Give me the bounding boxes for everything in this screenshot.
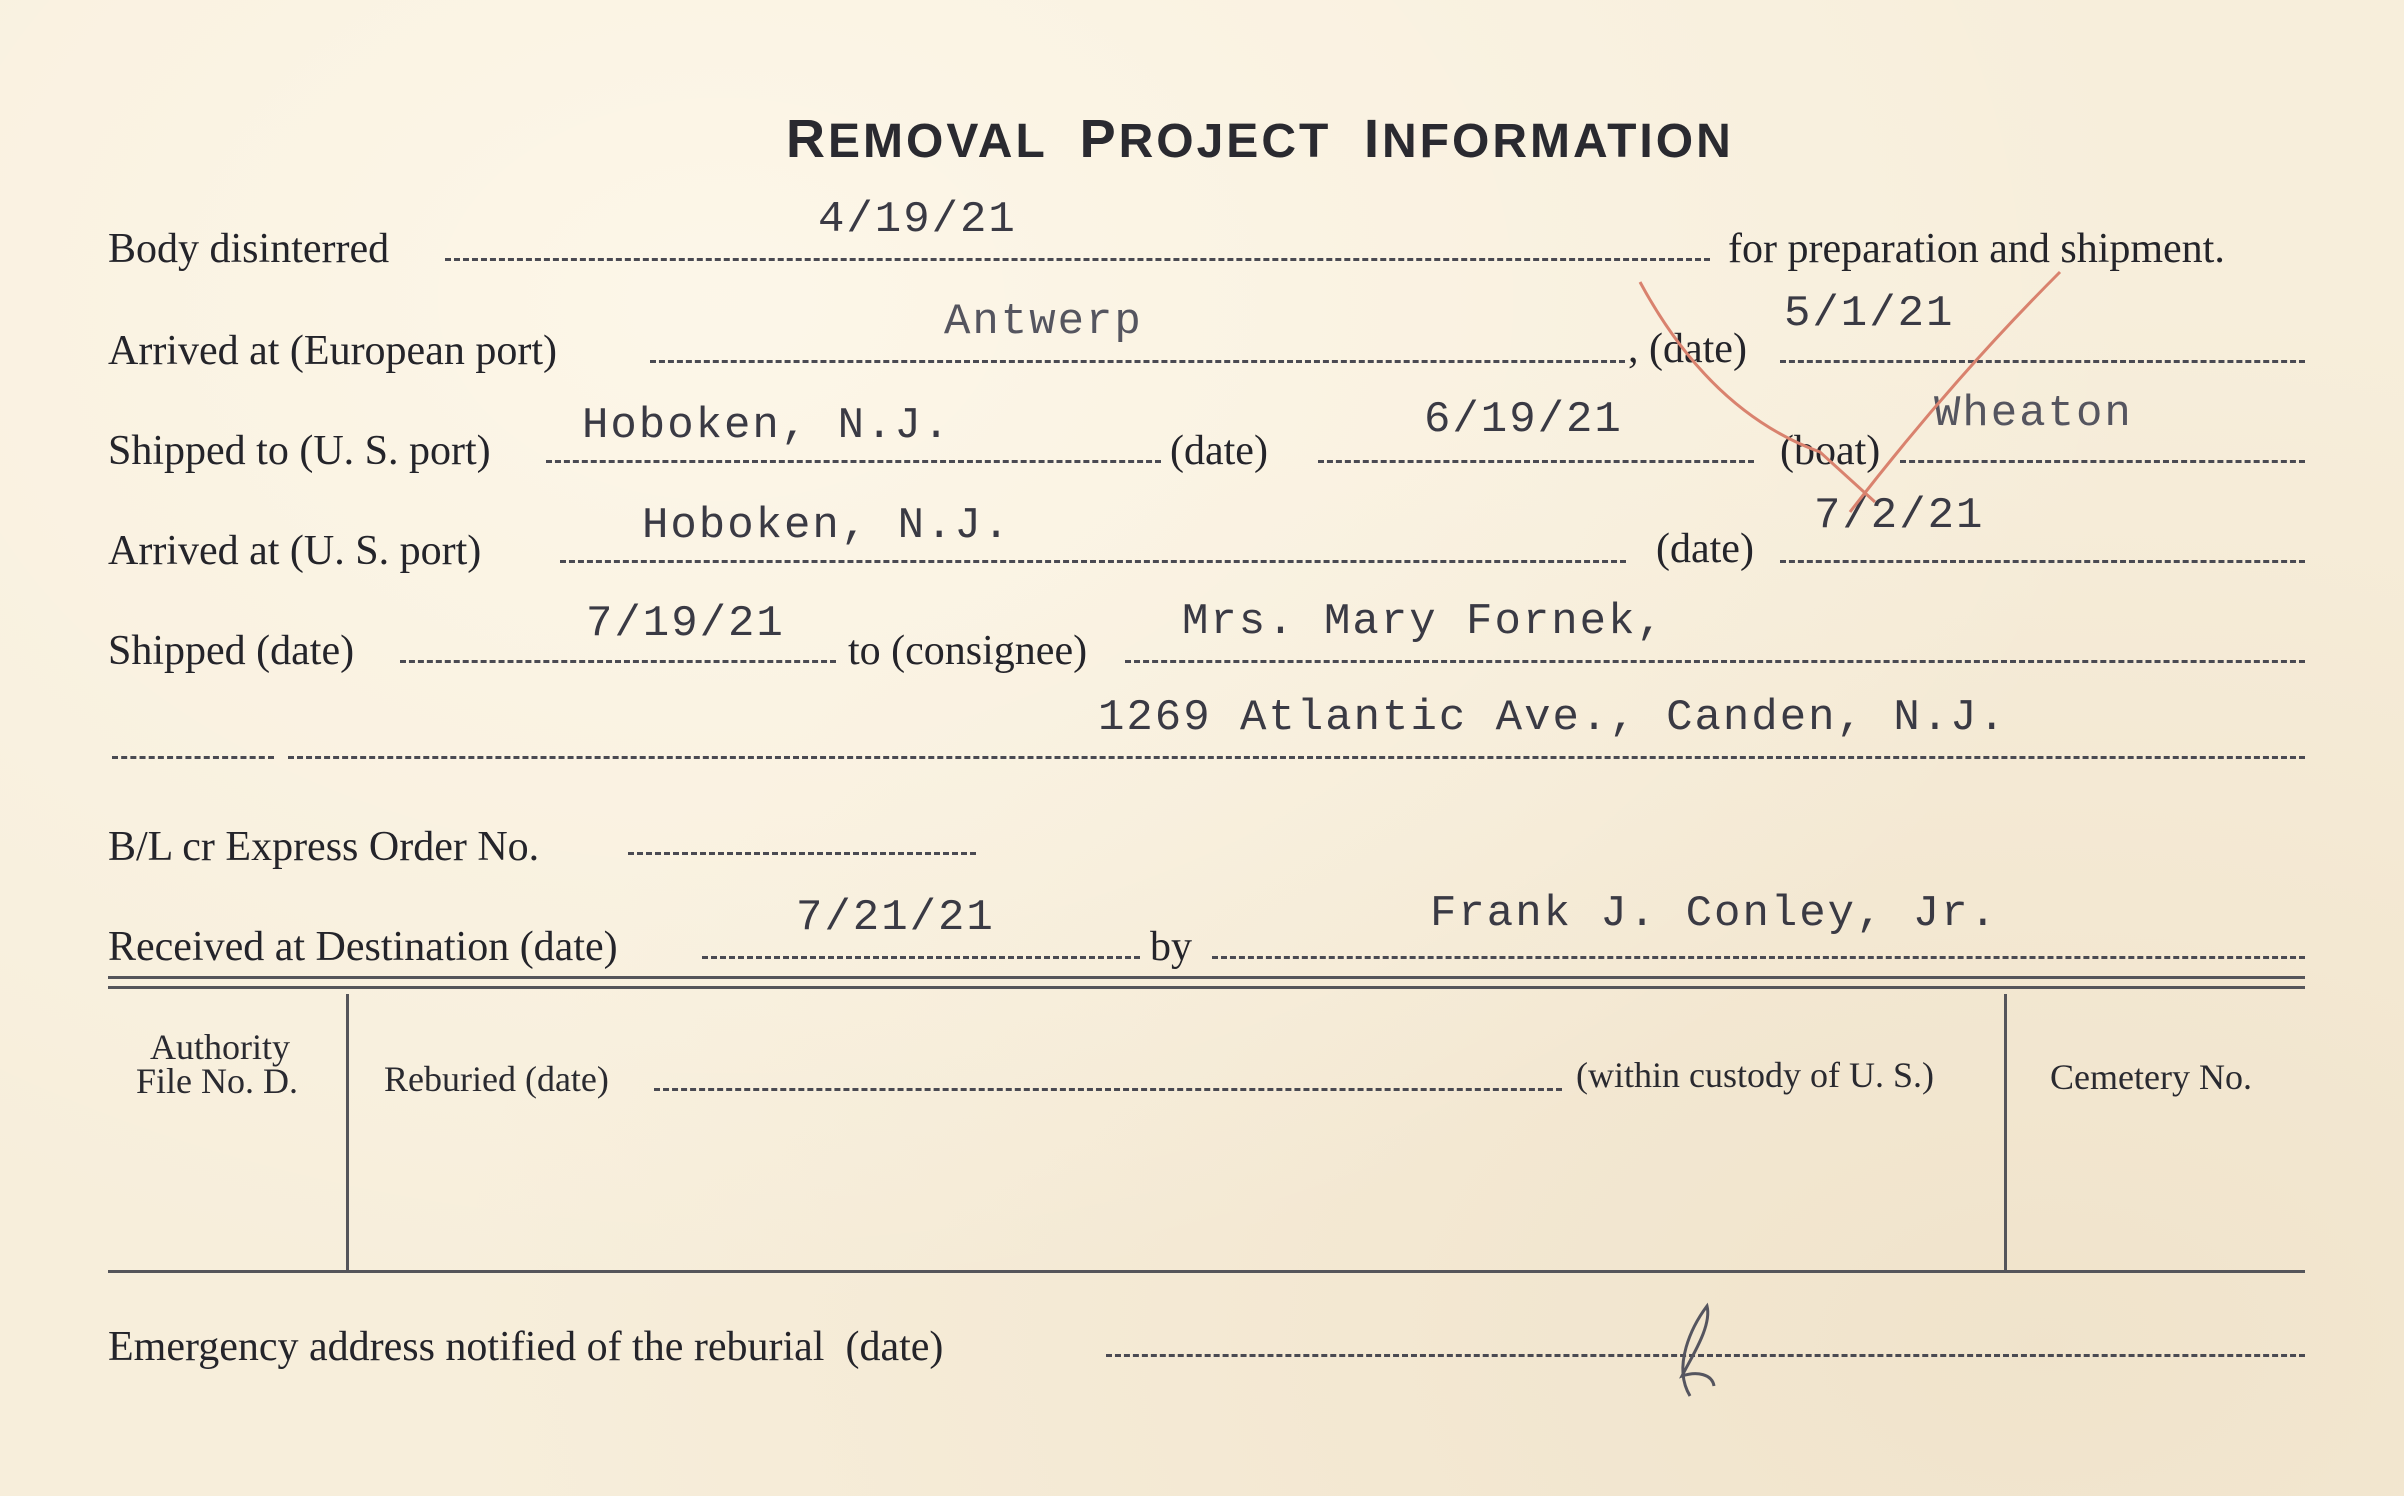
european-port-value: Antwerp [944, 297, 1143, 347]
shipped-to-port-value: Hoboken, N.J. [582, 401, 952, 451]
card-title: REMOVAL PROJECT INFORMATION [786, 109, 1734, 169]
bl-express-label: B/L cr Express Order No. [108, 824, 540, 870]
table-divider-right [2004, 994, 2007, 1270]
address-line [288, 756, 2305, 759]
body-disinterred-label: Body disinterred [108, 226, 390, 272]
table-bottom-rule [108, 1270, 2305, 1273]
received-by-line [1212, 956, 2305, 959]
shipped-date-value: 7/19/21 [586, 599, 785, 649]
received-dest-label: Received at Destination (date) [108, 924, 618, 970]
emergency-label [108, 1326, 943, 1368]
emergency-date-label: (date) [845, 1324, 944, 1370]
for-preparation-label: for preparation and shipment. [1728, 226, 2225, 272]
reburied-line [654, 1088, 1562, 1091]
arrived-us-label: Arrived at (U. S. port) [108, 528, 482, 574]
received-date-line [702, 956, 1140, 959]
by-label: by [1150, 924, 1192, 970]
european-date-label: , (date) [1628, 326, 1747, 372]
shipped-to-date-label: (date) [1170, 428, 1268, 474]
consignee-value: Mrs. Mary Fornek, [1182, 597, 1665, 647]
pencil-mark-icon [1652, 1296, 1732, 1406]
arrived-us-port-line [560, 560, 1626, 563]
received-by-value: Frank J. Conley, Jr. [1430, 889, 1999, 939]
received-date-value: 7/21/21 [796, 893, 995, 943]
within-custody-label: (within custody of U. S.) [1576, 1055, 1934, 1095]
shipped-to-date-value: 6/19/21 [1424, 395, 1623, 445]
european-date-value: 5/1/21 [1784, 289, 1955, 339]
body-disinterred-line [445, 258, 1710, 261]
to-consignee-label: to (consignee) [848, 628, 1088, 674]
shipped-date-label: Shipped (date) [108, 628, 355, 674]
red-check-mark-icon [1620, 262, 2090, 572]
arrived-us-date-label: (date) [1656, 526, 1754, 572]
bl-express-line [628, 852, 976, 855]
boat-value: Wheaton [1934, 389, 2133, 439]
arrived-us-date-value: 7/2/21 [1814, 491, 1985, 541]
double-rule-bottom [108, 986, 2305, 989]
disinterred-date-value: 4/19/21 [818, 195, 1017, 245]
shipped-date-line [400, 660, 836, 663]
address-line-left [112, 756, 274, 759]
arrived-us-port-value: Hoboken, N.J. [642, 501, 1012, 551]
shipped-to-us-label: Shipped to (U. S. port) [108, 428, 491, 474]
shipped-to-port-line [546, 460, 1161, 463]
consignee-address-value: 1269 Atlantic Ave., Canden, N.J. [1098, 693, 2007, 743]
arrived-european-label: Arrived at (European port) [108, 328, 557, 374]
cemetery-no-label: Cemetery No. [2050, 1057, 2252, 1097]
double-rule-top [108, 976, 2305, 979]
emergency-text: Emergency address notified of the reburial [108, 1324, 825, 1370]
authority-label: Authority [150, 1027, 290, 1067]
table-divider-left [346, 994, 349, 1270]
file-no-label: File No. D. [136, 1061, 298, 1101]
european-port-line [650, 360, 1625, 363]
reburied-label: Reburied (date) [384, 1059, 609, 1099]
consignee-line [1125, 660, 2305, 663]
boat-label: (boat) [1780, 428, 1881, 474]
